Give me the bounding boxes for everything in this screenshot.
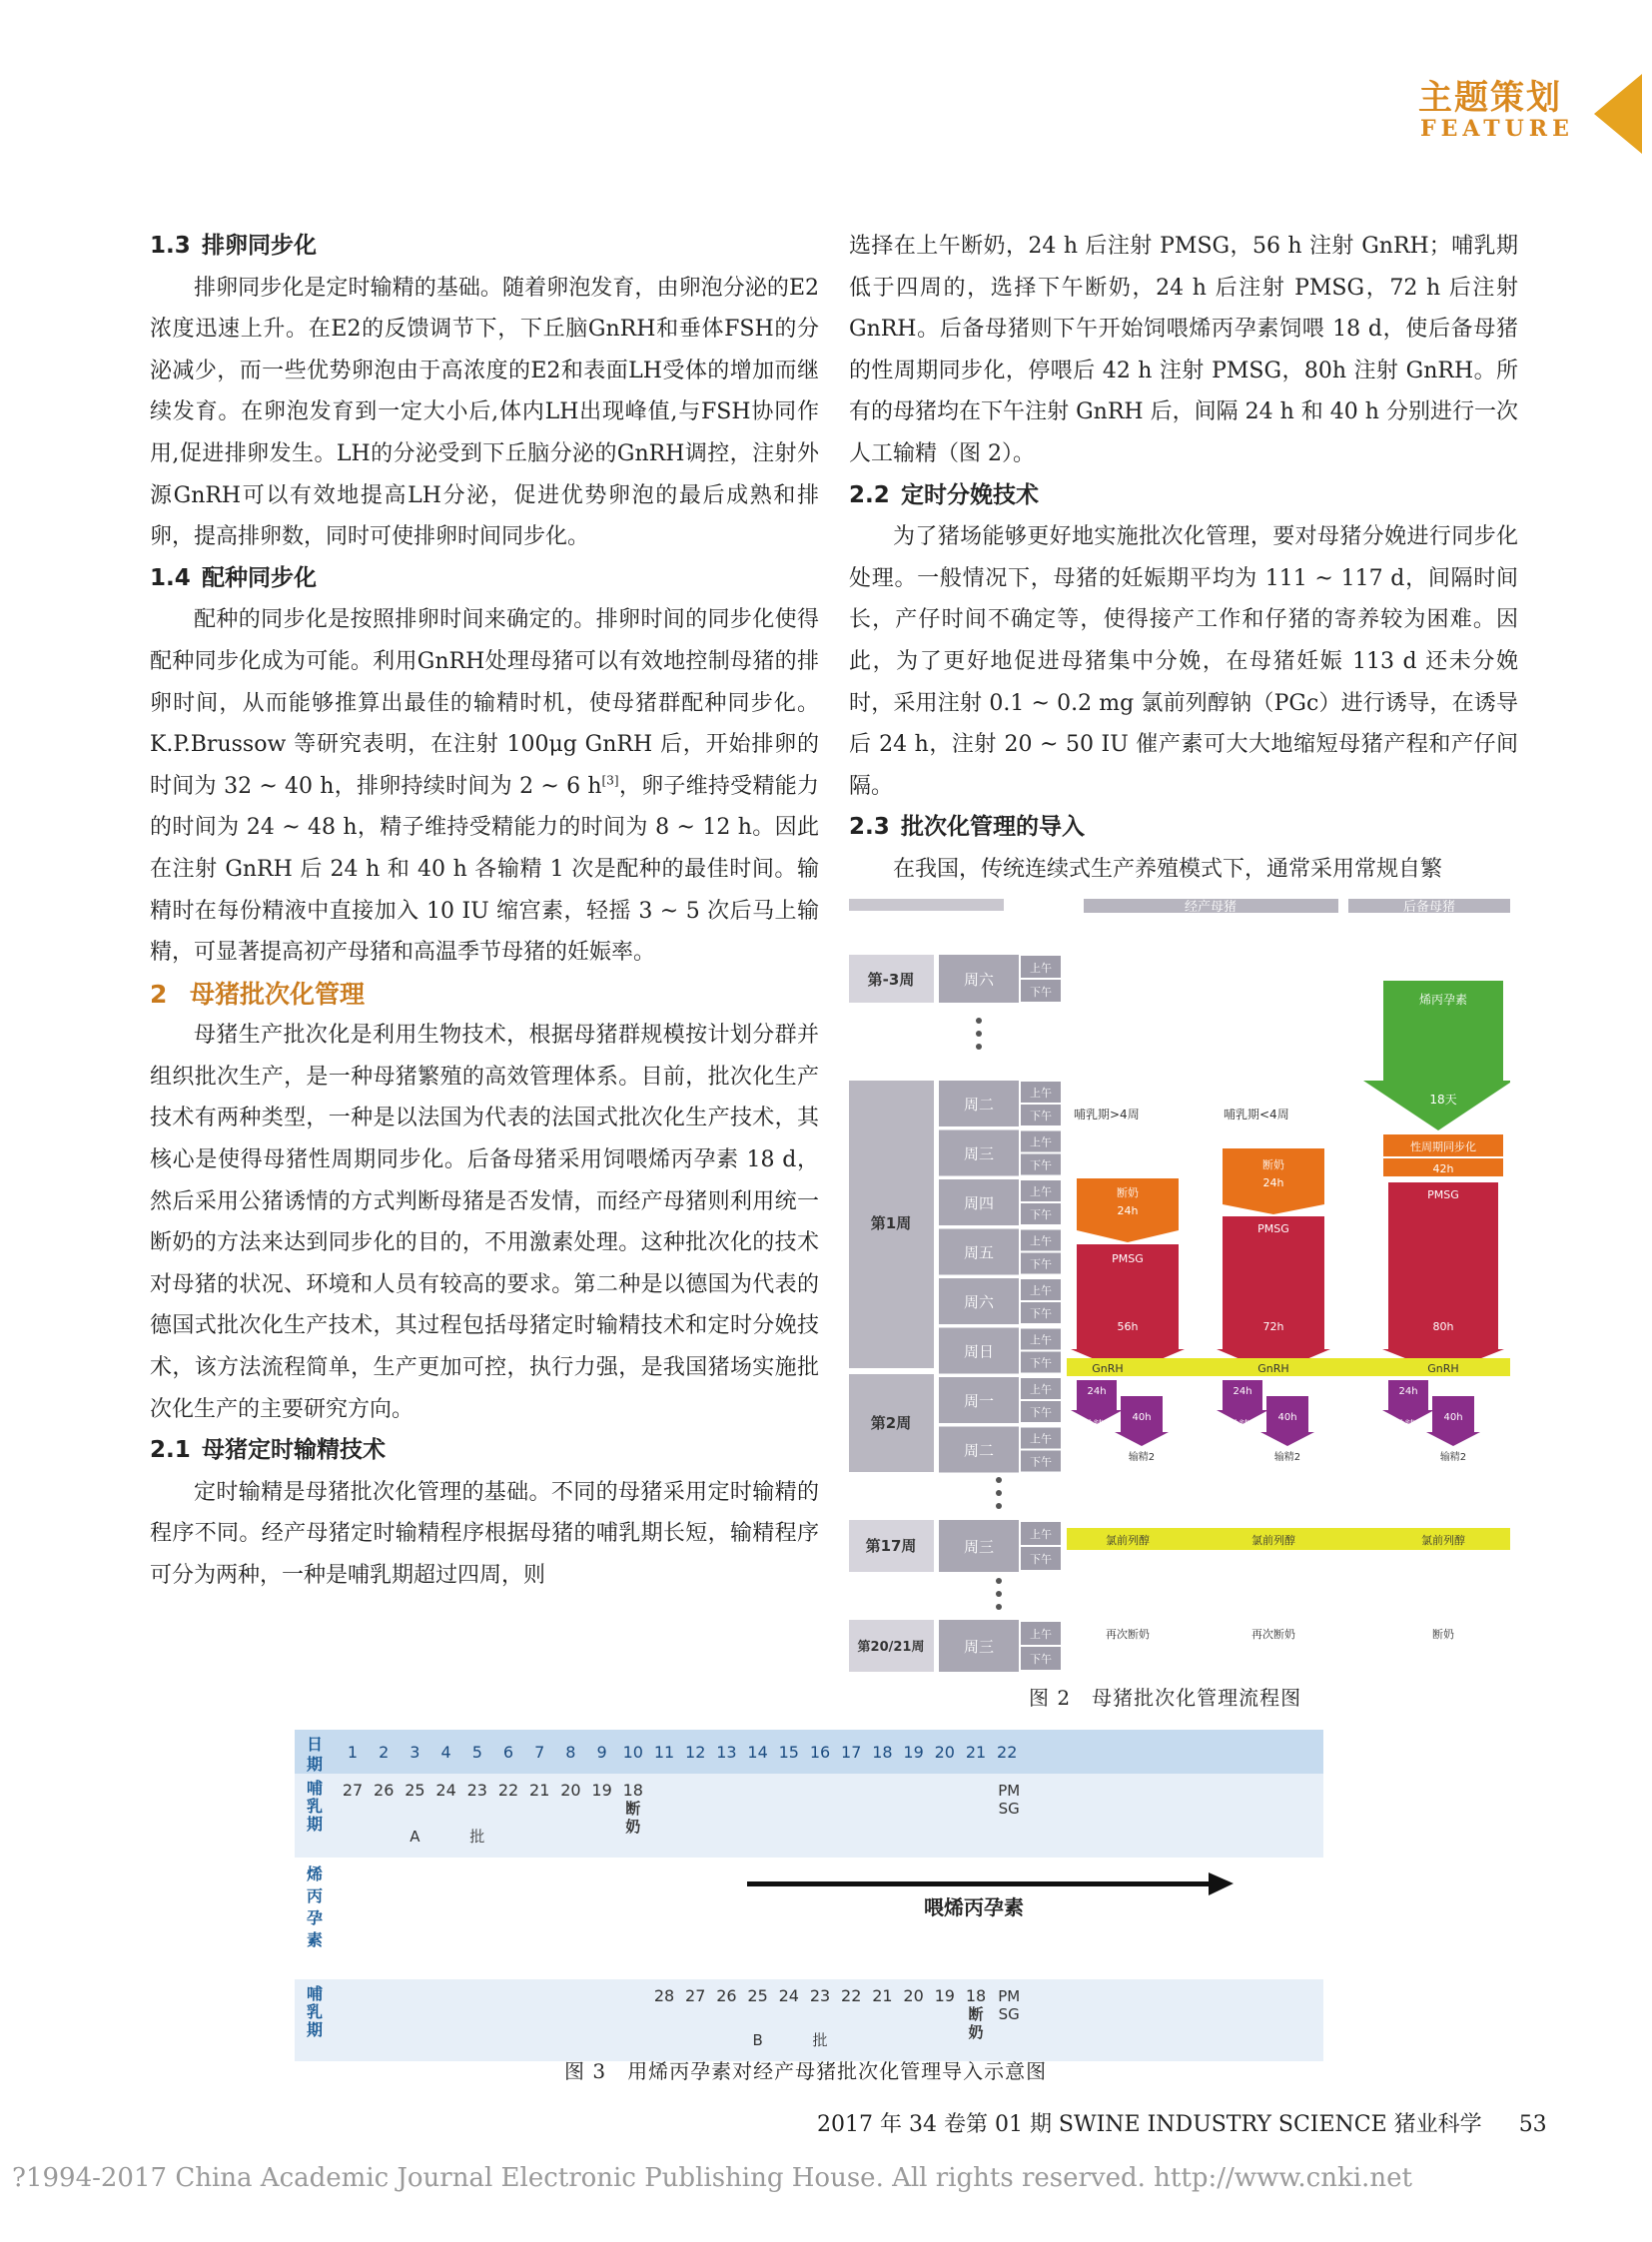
lactation-day-cell: 25 [405, 1781, 425, 1800]
figure-2-caption: 图 2 母猪批次化管理流程图 [1029, 1686, 1302, 1710]
svg-text:周四: 周四 [963, 1194, 995, 1212]
svg-text:哺乳期: 哺乳期 [306, 1779, 324, 1834]
svg-text:下午: 下午 [1030, 1158, 1052, 1172]
svg-text:PMSG: PM SG [998, 1987, 1021, 2023]
date-cell: 19 [903, 1743, 924, 1762]
copyright-notice: ?1994-2017 China Academic Journal Electronic Publishing House. All rights reserved. http://www.cnki.net [12, 2163, 1412, 2193]
svg-text:上午: 上午 [1030, 1528, 1052, 1541]
day-row [939, 1229, 1061, 1275]
svg-text:24h: 24h [1398, 1386, 1418, 1397]
day-label: 周三 [963, 1638, 995, 1656]
svg-text:周二: 周二 [963, 1441, 995, 1460]
heading-1-4: 1.4 配种同步化 [150, 564, 317, 591]
header-arrow-icon [1594, 74, 1642, 154]
heading-2-2: 2.2 定时分娩技术 [849, 481, 1039, 508]
heading-2-1: 2.1 母猪定时输精技术 [150, 1437, 386, 1464]
row-header-date [307, 1735, 323, 1774]
svg-text:上午: 上午 [1030, 1185, 1052, 1198]
row-header-lactation [307, 1779, 323, 1834]
lactation-day-cell: 28 [653, 1986, 675, 2005]
date-cell: 7 [534, 1743, 545, 1762]
header-gilts: 后备母猪 [1402, 900, 1456, 915]
wean-marker-B [968, 2005, 983, 2041]
group-B-label: B [752, 2031, 763, 2049]
svg-text:上午: 上午 [1030, 1432, 1052, 1446]
day-label: 周三 [963, 1538, 995, 1556]
svg-text:下午: 下午 [1030, 1406, 1052, 1419]
figure-2 [849, 899, 1510, 1678]
row-header-lactation-2 [307, 1984, 323, 2039]
svg-text:上午: 上午 [1030, 1087, 1052, 1100]
paragraph-1-3: 排卵同步化是定时输精的基础。随着卵泡发育，由卵泡分泌的E2浓度迅速上升。在E2的反馈调节下，下丘脑GnRH和垂体FSH的分泌减少，而一些优势卵泡由于高浓度的E2和表面LH受体的增加而继续发育。在卵泡发育到一定大小后,体内LH出现峰值,与FSH协同作用,促进排卵发生。LH的分泌受到下丘脑分泌的GnRH调控，注射外源GnRH可以有效地提高LH分泌，促进优势卵泡的最后成熟和排卵，提高排卵数，同时可使排卵时间同步化。 [150, 275, 819, 550]
day-row [939, 1427, 1061, 1473]
lactation-day-cell: 19 [934, 1986, 955, 2005]
svg-text:PMSG: PMSG [1257, 1222, 1289, 1235]
svg-text:下午: 下午 [1030, 1356, 1052, 1370]
section-subtitle: FEATURE [1420, 116, 1574, 142]
svg-text:下午: 下午 [1030, 1307, 1052, 1320]
left-column [150, 226, 819, 1597]
am-pm-pair [1021, 1522, 1061, 1570]
svg-text:上午: 上午 [1030, 1135, 1052, 1149]
svg-text:上午: 上午 [1030, 1628, 1052, 1641]
svg-text:氯前列醇: 氯前列醇 [1251, 1534, 1295, 1547]
svg-text:输精1: 输精1 [1229, 1420, 1256, 1431]
svg-text:下午: 下午 [1030, 1455, 1052, 1469]
pmsg-arrow-col3 [1382, 1182, 1504, 1373]
date-cell: 14 [747, 1743, 768, 1762]
svg-text:PMSG: PMSG [1112, 1252, 1144, 1265]
insemination-arrows [1217, 1380, 1314, 1463]
svg-text:下午: 下午 [1030, 1257, 1052, 1271]
svg-text:42h: 42h [1432, 1162, 1454, 1175]
week-label: 第20/21周 [857, 1640, 925, 1655]
svg-text:PMSG: PMSG [1427, 1188, 1459, 1201]
pmsg-arrow-col1 [1071, 1244, 1185, 1373]
svg-text:24h: 24h [1117, 1204, 1139, 1217]
svg-text:断奶: 断奶 [1432, 1628, 1454, 1641]
date-cell: 13 [716, 1743, 737, 1762]
paragraph-2-1: 定时输精是母猪批次化管理的基础。不同的母猪采用定时输精的程序不同。经产母猪定时输精程序根据母猪的哺乳期长短，输精程序可分为两种，一种是哺乳期超过四周，则 [150, 1479, 819, 1588]
rewean-labels [1106, 1627, 1454, 1641]
date-cell: 1 [347, 1743, 359, 1762]
lactation-day-cell: 26 [374, 1781, 395, 1800]
svg-text:下午: 下午 [1030, 1110, 1052, 1122]
svg-text:日期: 日期 [306, 1735, 324, 1774]
svg-text:输精1: 输精1 [1083, 1420, 1111, 1431]
lactation-day-cell: 18 [622, 1781, 643, 1800]
group-A-label: A [410, 1828, 420, 1846]
date-cell: 22 [997, 1743, 1018, 1762]
svg-text:断奶: 断奶 [625, 1800, 641, 1836]
date-cell: 16 [809, 1743, 831, 1762]
svg-text:24h: 24h [1087, 1386, 1107, 1397]
page-footer [817, 2107, 1547, 2138]
estrus-sync-bar [1383, 1134, 1503, 1176]
lactation-day-cell: 19 [591, 1781, 612, 1800]
svg-text:上午: 上午 [1030, 962, 1052, 975]
svg-text:再次断奶: 再次断奶 [1106, 1628, 1150, 1641]
svg-text:GnRH: GnRH [1427, 1362, 1459, 1375]
altrenogest-arrow [1363, 981, 1510, 1130]
svg-text:烯丙孕素: 烯丙孕素 [306, 1865, 324, 1949]
svg-text:下午: 下午 [1030, 1208, 1052, 1221]
svg-text:上午: 上午 [1030, 1284, 1052, 1297]
svg-text:周日: 周日 [963, 1342, 995, 1361]
pmsg-marker-B [998, 1987, 1020, 2023]
date-cell: 18 [872, 1743, 893, 1762]
svg-text:断奶: 断奶 [968, 2005, 984, 2041]
lactation-gt4-label: 哺乳期>4周 [1074, 1108, 1140, 1121]
svg-text:氯前列醇: 氯前列醇 [1421, 1534, 1465, 1547]
cloprostenol-band [1067, 1528, 1510, 1550]
svg-text:上午: 上午 [1030, 1333, 1052, 1347]
svg-text:哺乳期: 哺乳期 [306, 1984, 324, 2039]
svg-text:周五: 周五 [963, 1243, 995, 1262]
heading-2: 2 母猪批次化管理 [150, 979, 366, 1009]
gnrh-band [1067, 1358, 1510, 1376]
heading-2-3: 2.3 批次化管理的导入 [849, 814, 1085, 841]
svg-text:72h: 72h [1262, 1320, 1284, 1333]
svg-text:周一: 周一 [963, 1392, 995, 1410]
svg-text:输精2: 输精2 [1273, 1452, 1301, 1463]
svg-text:PMSG: PM SG [998, 1782, 1021, 1818]
svg-text:GnRH: GnRH [1092, 1362, 1124, 1375]
svg-text:氯前列醇: 氯前列醇 [1106, 1534, 1150, 1547]
insemination-arrows [1382, 1380, 1480, 1463]
lactation-day-cell: 18 [965, 1986, 987, 2005]
date-cell: 15 [778, 1743, 799, 1762]
figure-3 [295, 1730, 1323, 2061]
header-parity-sows: 经产母猪 [1184, 900, 1238, 915]
page-number: 53 [1518, 2112, 1547, 2137]
date-cell: 6 [502, 1743, 514, 1762]
lactation-day-cell: 27 [685, 1986, 706, 2005]
svg-text:喂烯丙孕素: 喂烯丙孕素 [924, 1895, 1024, 1919]
week-label: 第17周 [865, 1537, 917, 1555]
lactation-day-cell: 21 [872, 1986, 893, 2005]
lactation-lt4-label: 哺乳期<4周 [1224, 1108, 1289, 1121]
svg-text:上午: 上午 [1030, 1234, 1052, 1248]
insemination-arrows [1071, 1380, 1169, 1463]
date-cell: 12 [685, 1743, 706, 1762]
svg-text:周六: 周六 [963, 1293, 995, 1311]
svg-text:下午: 下午 [1030, 986, 1052, 999]
lactation-day-cell: 26 [716, 1986, 737, 2005]
citation-ref[interactable]: [3] [601, 773, 619, 788]
date-cell: 8 [565, 1743, 576, 1762]
date-cell: 4 [440, 1743, 451, 1762]
lactation-day-cell: 20 [560, 1781, 581, 1800]
svg-text:40h: 40h [1277, 1412, 1297, 1423]
wean-marker-A [625, 1800, 640, 1836]
svg-text:40h: 40h [1132, 1412, 1152, 1423]
lactation-day-cell: 20 [903, 1986, 924, 2005]
svg-text:周二: 周二 [963, 1096, 995, 1114]
date-cell: 10 [622, 1743, 643, 1762]
svg-text:断奶: 断奶 [1117, 1186, 1139, 1199]
day-row [939, 1130, 1061, 1176]
svg-text:24h: 24h [1233, 1386, 1252, 1397]
date-cell: 5 [471, 1743, 482, 1762]
wean-box-col2 [1223, 1148, 1324, 1214]
date-cell: 20 [934, 1743, 955, 1762]
date-cell: 2 [379, 1743, 390, 1762]
figure-3-caption: 图 3 用烯丙孕素对经产母猪批次化管理导入示意图 [564, 2059, 1048, 2083]
lactation-day-cell: 22 [497, 1781, 519, 1800]
heading-1-3: 1.3 排卵同步化 [150, 233, 317, 259]
pmsg-arrow-col2 [1217, 1216, 1330, 1373]
week-label: 第1周 [870, 1214, 912, 1232]
svg-text:性周期同步化: 性周期同步化 [1410, 1140, 1476, 1153]
day-row [939, 1278, 1061, 1324]
svg-text:24h: 24h [1262, 1176, 1284, 1189]
day-row [939, 1081, 1061, 1126]
section-title: 主题策划 [1418, 78, 1562, 118]
paragraph-1-4: 配种的同步化是按照排卵时间来确定的。排卵时间的同步化使得配种同步化成为可能。利用GnRH处理母猪可以有效地控制母猪的排卵时间，从而能够推算出最佳的输精时机，使母猪群配种同步化。K.P.Brussow 等研究表明，在注射 100μg GnRH 后，开始排卵的时间为 32 ~ 40 h，排卵持续时间为 2 ~ 6 h[3]，卵子维持受精能力的时间为 24 ~ 48 h，精子维持受精能力的时间为 8 ~ 12 h。因此在注射 GnRH 后 24 h 和 40 h 各输精 1 次是配种的最佳时间。输精时在每份精液中直接加入 10 IU 缩宫素，轻摇 3 ~ 5 次后马上输精，可显著提高初产母猪和高温季节母猪的妊娠率。 [150, 607, 819, 966]
pmsg-marker-A [998, 1782, 1020, 1818]
am-pm-pair [1021, 1622, 1061, 1670]
day-row [939, 1179, 1061, 1225]
day-row [939, 1377, 1061, 1423]
right-column [849, 226, 1518, 891]
svg-text:烯丙孕素: 烯丙孕素 [1418, 993, 1468, 1007]
svg-text:GnRH: GnRH [1257, 1362, 1289, 1375]
date-cell: 3 [410, 1743, 420, 1762]
date-cell: 9 [596, 1743, 607, 1762]
batch-label: 批 [469, 1828, 485, 1846]
svg-text:56h: 56h [1117, 1320, 1139, 1333]
lactation-day-cell: 21 [529, 1781, 550, 1800]
lactation-day-cell: 25 [747, 1986, 768, 2005]
paragraph-2: 母猪生产批次化是利用生物技术，根据母猪群规模按计划分群并组织批次生产，是一种母猪繁殖的高效管理体系。目前，批次化生产技术有两种类型，一种是以法国为代表的法国式批次化生产技术，其核心是使得母猪性周期同步化。后备母猪采用饲喂烯丙孕素 18 d，然后采用公猪诱情的方式判断母猪是否发情，而经产母猪则利用统一断奶的方法来达到同步化的目的，不用激素处理。这种批次化的技术对母猪的状况、环境和人员有较高的要求。第二种是以德国为代表的德国式批次化生产技术，其过程包括母猪定时输精技术和定时分娩技术，该方法流程简单，生产更加可控，执行力强，是我国猪场实施批次化生产的主要研究方向。 [150, 1023, 819, 1422]
paragraph-2-1-cont: 选择在上午断奶，24 h 后注射 PMSG，56 h 注射 GnRH；哺乳期低于四周的，选择下午断奶，24 h 后注射 PMSG，72 h 后注射 GnRH。后备母猪则下午开始饲喂烯丙孕素饲喂 18 d，使后备母猪的性周期同步化，停喂后 42 h 注射 PMSG，80h 注射 GnRH。所有的母猪均在下午注射 GnRH 后，间隔 24 h 和 40 h 分别进行一次人工输精（图 2）。 [849, 234, 1518, 466]
date-cell: 21 [965, 1743, 987, 1762]
lactation-day-cell: 27 [342, 1781, 364, 1800]
date-cell: 17 [841, 1743, 862, 1762]
day-row [939, 1328, 1061, 1374]
svg-text:输精1: 输精1 [1394, 1420, 1422, 1431]
batch-label: 批 [812, 2031, 828, 2049]
paragraph-2-3: 在我国，传统连续式生产养殖模式下，通常采用常规自繁 [893, 856, 1443, 882]
week-label: 第2周 [870, 1414, 912, 1432]
svg-text:上午: 上午 [1030, 1383, 1052, 1396]
date-cell: 11 [653, 1743, 675, 1762]
svg-text:40h: 40h [1443, 1412, 1463, 1423]
lactation-day-cell: 24 [778, 1986, 799, 2005]
wean-box-col1 [1077, 1178, 1179, 1242]
week-label: 第-3周 [867, 971, 915, 989]
lactation-day-cell: 23 [466, 1781, 487, 1800]
svg-text:下午: 下午 [1030, 1553, 1052, 1566]
svg-text:80h: 80h [1432, 1320, 1454, 1333]
journal-info: 2017 年 34 卷第 01 期 SWINE INDUSTRY SCIENCE 猪业科学 [817, 2112, 1482, 2137]
lactation-day-cell: 23 [809, 1986, 831, 2005]
day-label: 周六 [963, 971, 995, 989]
svg-text:再次断奶: 再次断奶 [1251, 1628, 1295, 1641]
lactation-day-cell: 22 [841, 1986, 862, 2005]
lactation-day-cell: 24 [435, 1781, 456, 1800]
paragraph-2-2: 为了猪场能够更好地实施批次化管理，要对母猪分娩进行同步化处理。一般情况下，母猪的妊娠期平均为 111 ~ 117 d，间隔时间长，产仔时间不确定等，使得接产工作和仔猪的寄养较为困难。因此，为了更好地促进母猪集中分娩，在母猪妊娠 113 d 还未分娩时，采用注射 0.1 ~ 0.2 mg 氯前列醇钠（PGc）进行诱导，在诱导后 24 h，注射 20 ~ 50 IU 催产素可大大地缩短母猪产程和产仔间隔。 [849, 524, 1518, 799]
svg-text:输精2: 输精2 [1128, 1452, 1156, 1463]
svg-text:断奶: 断奶 [1262, 1158, 1284, 1171]
svg-text:下午: 下午 [1030, 1653, 1052, 1666]
svg-text:18天: 18天 [1429, 1093, 1457, 1107]
svg-text:输精2: 输精2 [1439, 1452, 1467, 1463]
svg-text:周三: 周三 [963, 1144, 995, 1163]
am-pm-pair [1021, 956, 1061, 1002]
